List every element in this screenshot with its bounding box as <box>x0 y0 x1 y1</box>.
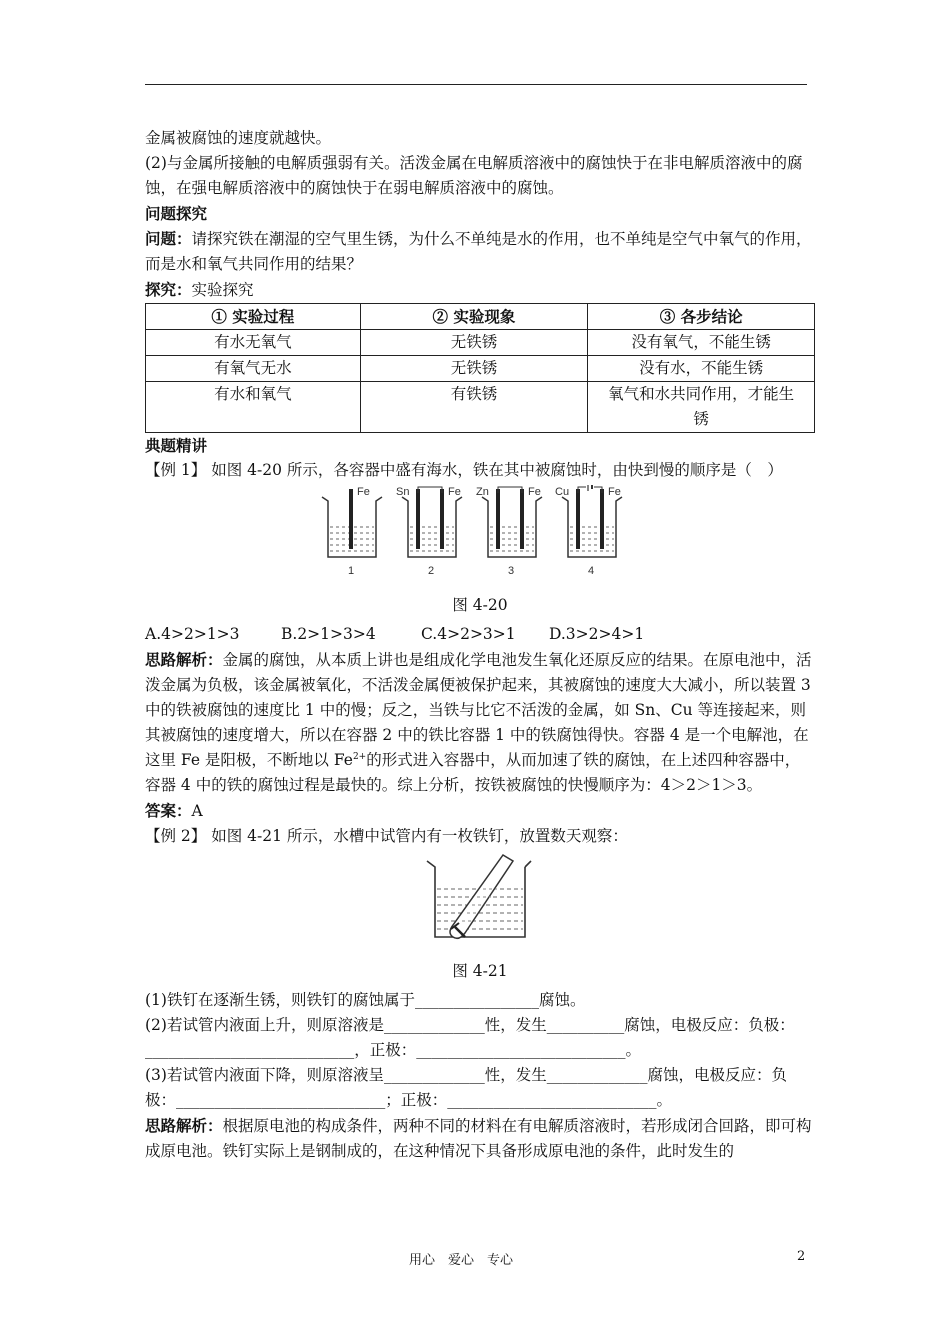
footer-motto: 用心 爱心 专心 <box>409 1253 514 1268</box>
table-cell: 氧气和水共同作用，才能生锈 <box>588 382 815 433</box>
table-header: ① 实验过程 <box>146 304 361 330</box>
table-row <box>146 330 815 356</box>
beaker-3 <box>476 486 542 577</box>
table-row <box>146 356 815 382</box>
question-paragraph <box>145 226 815 277</box>
figure-4-20 <box>320 485 640 579</box>
answer-label: 答案： <box>145 801 192 820</box>
electrode-label: Fe <box>448 486 461 498</box>
section-heading-inquiry: 问题探究 <box>145 204 208 223</box>
electrode-label: Sn <box>396 486 410 498</box>
electrode-label: Zn <box>476 486 489 498</box>
analysis-text: 金属的腐蚀，从本质上讲也是组成化学电池发生氧化还原反应的结果。在原电池中，活泼金属为负极，该金属被氧化，不活泼金属便被保护起来，其被腐蚀的速度大大减小，所以装置 3 中的铁被腐蚀的速度比 1 中的慢；反之，当铁与比它不活泼的金属，如 Sn、Cu 等连接起来，则其被腐蚀的速度增大，所以在容器 2 中的铁比容器 1 中的铁腐蚀得快。容器 4 是一个电解池，在这里 Fe 是阳极，不断地以 Fe <box>145 651 812 769</box>
superscript: 2+ <box>352 751 367 762</box>
zn-electrode <box>496 489 500 549</box>
figure-caption: 图 4-20 <box>452 596 508 614</box>
beaker-2 <box>396 486 462 577</box>
fe-electrode <box>349 489 353 549</box>
fe-electrode <box>520 489 524 549</box>
table-cell: 没有氧气，不能生锈 <box>588 330 815 356</box>
example1-analysis <box>145 647 815 798</box>
table-row <box>146 382 815 433</box>
beaker-number: 2 <box>428 565 435 577</box>
question-text: 请探究铁在潮湿的空气里生锈，为什么不单纯是水的作用，也不单纯是空气中氧气的作用，而是水和氧气共同作用的结果？ <box>145 230 812 273</box>
page-number: 2 <box>797 1249 806 1264</box>
fe-electrode <box>440 489 444 549</box>
electrode-label: Fe <box>357 486 370 498</box>
beaker-1 <box>322 486 382 577</box>
option-c: C.4>2>3>1 <box>421 625 516 643</box>
analysis-label: 思路解析： <box>145 650 223 669</box>
explore-label: 探究： <box>145 280 192 299</box>
beaker-4 <box>555 485 622 577</box>
table-cell: 无铁锈 <box>360 330 588 356</box>
question-2: (2)若试管内液面上升，则原溶液是_____________性，发生__________腐蚀，电极反应：负极：___________________________，正极：___________________________。 <box>145 1016 795 1059</box>
table-cell: 有铁锈 <box>360 382 588 433</box>
figure-4-21 <box>425 853 535 945</box>
electrode-label: Fe <box>528 486 541 498</box>
analysis-text: 根据原电池的构成条件，两种不同的材料在有电解质溶液时，若形成闭合回路，即可构成原电池。铁钉实际上是钢制成的，在这种情况下具备形成原电池的条件，此时发生的 <box>145 1117 812 1160</box>
question-3: (3)若试管内液面下降，则原溶液呈_____________性，发生_____________腐蚀，电极反应：负极：___________________________；正极：___________________________。 <box>145 1066 787 1109</box>
example1-answer <box>145 798 815 824</box>
table-header: ② 实验现象 <box>360 304 588 330</box>
option-d: D.3>2>4>1 <box>549 625 645 643</box>
beaker-number: 3 <box>508 565 515 577</box>
option-a: A.4>2>1>3 <box>145 625 240 643</box>
sn-electrode <box>416 489 420 549</box>
page-content <box>145 126 815 1164</box>
beaker-number: 4 <box>588 565 595 577</box>
fe-electrode <box>600 489 604 549</box>
paragraph: (2)与金属所接触的电解质强弱有关。活泼金属在电解质溶液中的腐蚀快于在非电解质溶液中的腐蚀，在强电解质溶液中的腐蚀快于在弱电解质溶液中的腐蚀。 <box>145 154 803 197</box>
analysis-label: 思路解析： <box>145 1116 223 1135</box>
table-cell: 没有水，不能生锈 <box>588 356 815 382</box>
explore-paragraph <box>145 277 815 303</box>
table-cell: 有水和氧气 <box>146 382 361 433</box>
example1-prompt: 【例 1】 如图 4-20 所示，各容器中盛有海水，铁在其中被腐蚀时，由快到慢的顺序是（ ） <box>145 461 783 479</box>
answer-value: A <box>191 802 203 820</box>
answer-options <box>145 622 815 647</box>
experiment-table <box>145 303 815 433</box>
table-header: ③ 各步结论 <box>588 304 815 330</box>
example2-prompt: 【例 2】 如图 4-21 所示，水槽中试管内有一枚铁钉，放置数天观察： <box>145 827 628 845</box>
question-label: 问题： <box>145 229 192 248</box>
question-1: (1)铁钉在逐渐生锈，则铁钉的腐蚀属于________________腐蚀。 <box>145 991 586 1009</box>
cu-electrode <box>576 489 580 549</box>
section-heading-examples: 典题精讲 <box>145 436 208 455</box>
paragraph: 金属被腐蚀的速度就越快。 <box>145 129 332 147</box>
electrode-label: Cu <box>555 486 570 498</box>
beaker-number: 1 <box>348 565 355 577</box>
option-b: B.2>1>3>4 <box>281 625 376 643</box>
table-cell: 无铁锈 <box>360 356 588 382</box>
electrode-label: Fe <box>608 486 621 498</box>
figure-caption: 图 4-21 <box>452 962 508 980</box>
header-rule <box>145 84 807 85</box>
analysis-text: 的形式进入容器中，从而加速了铁的腐蚀，在上述四种容器中，容器 4 中的铁的腐蚀过程是最快的。综上分析，按铁被腐蚀的快慢顺序为：4＞2＞1＞3。 <box>145 751 801 794</box>
table-cell: 有氧气无水 <box>146 356 361 382</box>
example2-analysis <box>145 1113 815 1164</box>
table-header-row <box>146 304 815 330</box>
table-cell: 有水无氧气 <box>146 330 361 356</box>
explore-text: 实验探究 <box>191 281 254 299</box>
